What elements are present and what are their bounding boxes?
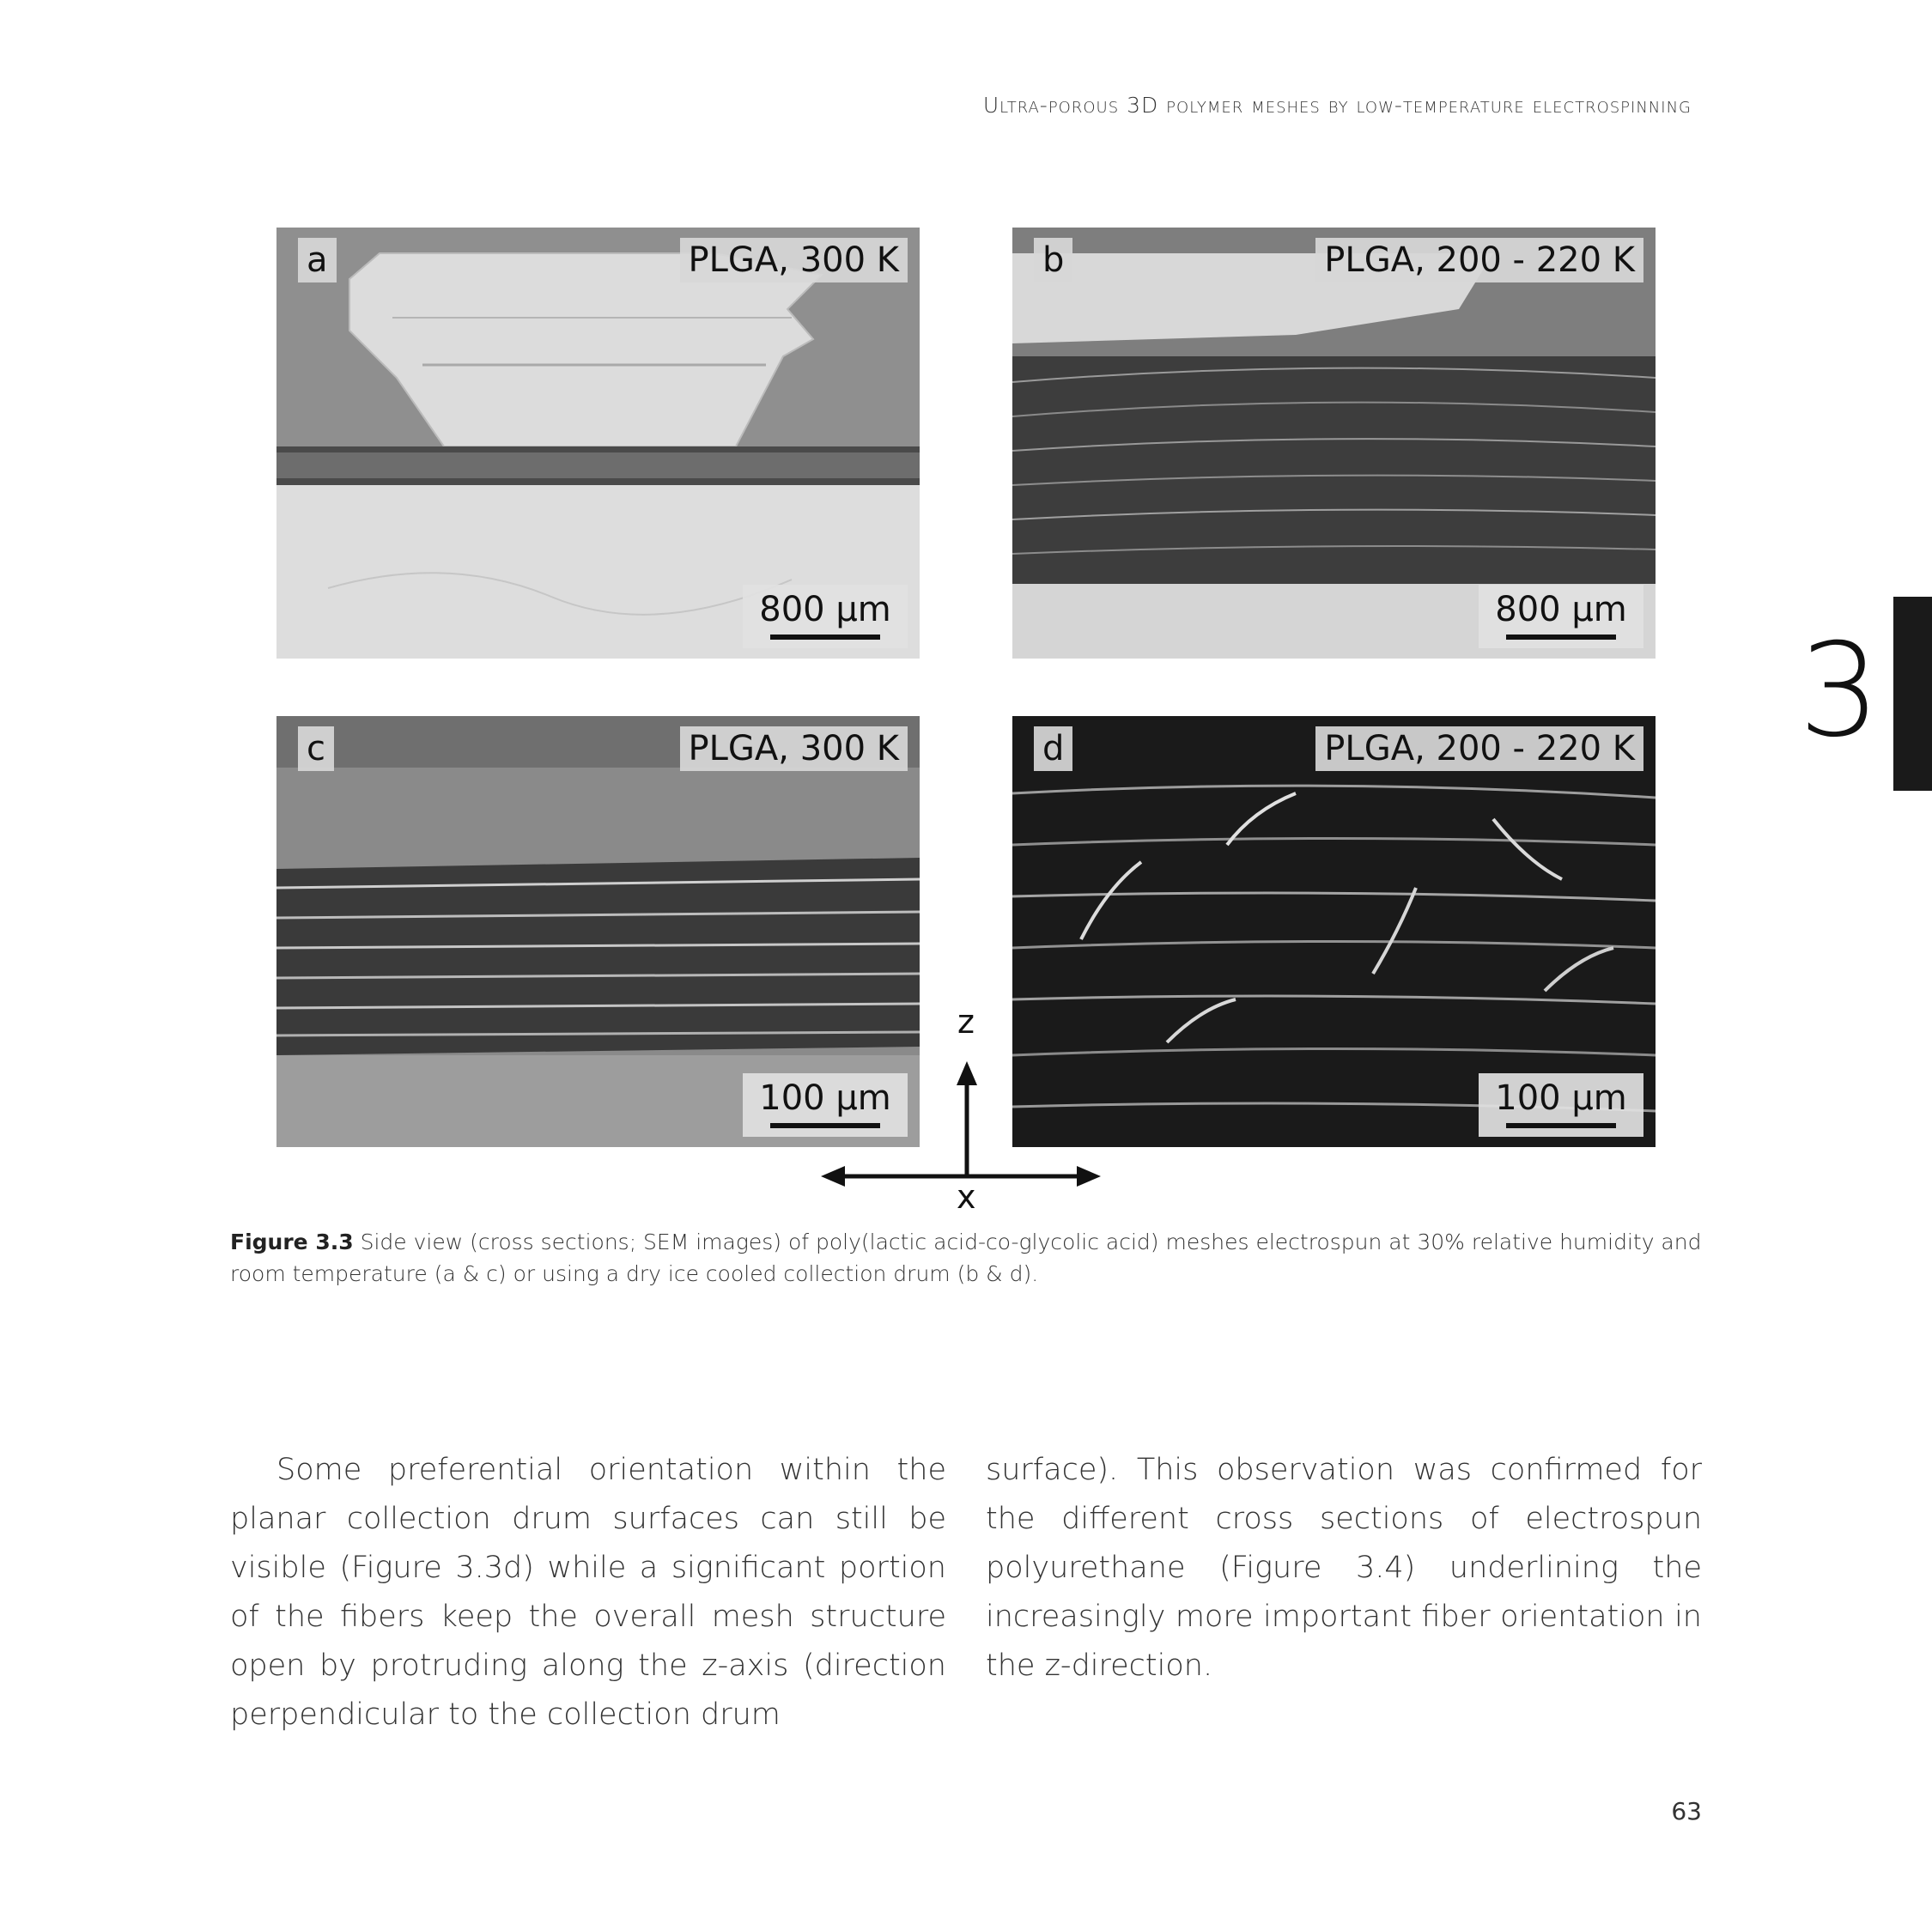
scale-bar-label: 100 µm <box>759 1078 891 1118</box>
sem-panel-b <box>1012 228 1656 659</box>
figure-caption-text: Side view (cross sections; SEM images) of poly(lactic acid-co-glycolic acid) meshes electrospun at 30% relative humidity and room temperature (a & c) or using a dry ice cooled collection drum (b & d). <box>230 1230 1702 1286</box>
scale-bar <box>743 585 908 648</box>
body-text-left-column: Some preferential orientation within the planar collection drum surfaces can still be visible (Figure 3.3d) while a significant portion of the fibers keep the overall mesh structure open by protruding along the z-axis (direction perpendicular to the collection drum <box>230 1453 946 1732</box>
panel-condition-label: PLGA, 300 K <box>680 726 908 771</box>
body-text-right-column: surface). This observation was confirmed for the different cross sections of electrospun polyurethane (Figure 3.4) underlining the increasingly more important fiber orientation in the z-direction. <box>986 1453 1702 1683</box>
panel-letter: a <box>298 238 337 282</box>
chapter-number: 3 <box>1798 616 1880 766</box>
scale-bar-label: 100 µm <box>1495 1078 1627 1118</box>
page-number: 63 <box>1671 1797 1702 1825</box>
chapter-tab <box>1893 597 1932 791</box>
panel-condition-label: PLGA, 200 - 220 K <box>1315 726 1643 771</box>
figure-label: Figure 3.3 <box>230 1230 354 1254</box>
figure-caption <box>230 1226 1703 1290</box>
panel-letter: b <box>1034 238 1072 282</box>
x-axis-label: x <box>957 1178 976 1216</box>
panel-condition-label: PLGA, 300 K <box>680 238 908 282</box>
scale-bar-label: 800 µm <box>1495 590 1627 629</box>
sem-panel-d <box>1012 716 1656 1147</box>
sem-panel-a <box>276 228 920 659</box>
panel-letter: d <box>1034 726 1072 771</box>
running-header: Ultra-porous 3D polymer meshes by low-temperature electrospinning <box>982 93 1692 118</box>
z-axis-label: z <box>957 1003 975 1041</box>
panel-condition-label: PLGA, 200 - 220 K <box>1315 238 1643 282</box>
scale-bar <box>1479 1073 1643 1137</box>
panel-letter: c <box>298 726 334 771</box>
scale-bar <box>1479 585 1643 648</box>
scale-bar-label: 800 µm <box>759 590 891 629</box>
axis-indicator <box>816 1056 1108 1193</box>
